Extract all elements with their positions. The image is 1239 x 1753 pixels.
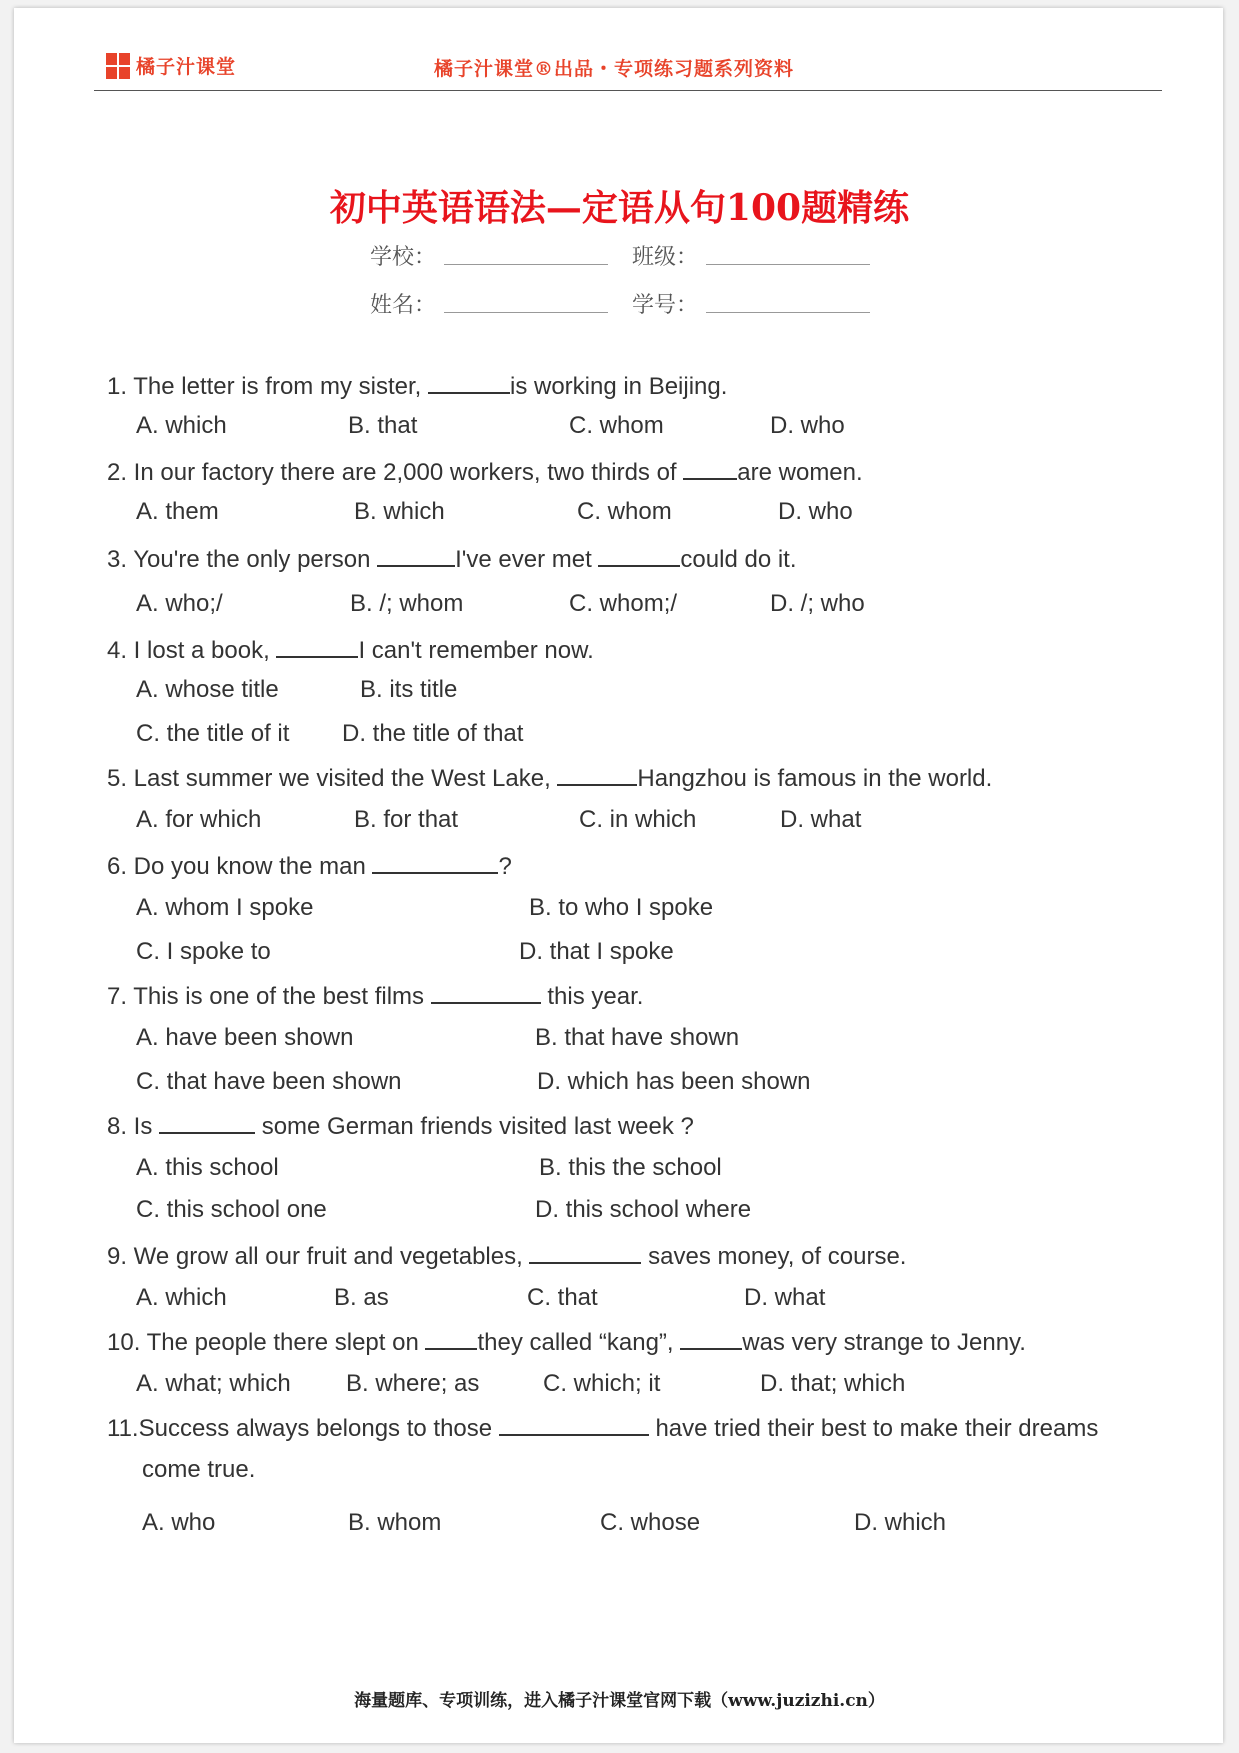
option[interactable]: A. who;/	[136, 590, 223, 617]
option[interactable]: A. whose title	[136, 676, 279, 703]
option[interactable]: D. what	[780, 806, 862, 833]
name-label: 姓名：	[370, 293, 437, 318]
name-input-line[interactable]	[444, 312, 608, 313]
option[interactable]: C. whose	[600, 1509, 701, 1536]
logo-text: 橘子汁课堂	[136, 56, 237, 78]
page-header	[94, 42, 1162, 91]
option[interactable]: D. /; who	[770, 590, 865, 617]
option[interactable]: A. for which	[136, 806, 262, 833]
option[interactable]: C. that	[527, 1284, 598, 1311]
document-title: 初中英语语法—定语从句100题精练	[329, 187, 910, 229]
question-4: 4. I lost a book, I can't remember now.	[107, 634, 594, 665]
option[interactable]: B. for that	[354, 806, 459, 833]
option[interactable]: D. who	[770, 412, 845, 439]
option[interactable]: A. them	[136, 498, 219, 525]
question-1: 1. The letter is from my sister, is working in Beijing.	[107, 370, 727, 401]
question-8: 8. Is some German friends visited last week ?	[107, 1110, 694, 1141]
option[interactable]: A. who	[142, 1509, 216, 1536]
option[interactable]: C. the title of it	[136, 720, 290, 747]
option[interactable]: C. that have been shown	[136, 1068, 402, 1095]
option[interactable]: B. /; whom	[350, 590, 464, 617]
question-3: 3. You're the only person I've ever met could do it.	[107, 543, 797, 574]
option[interactable]: B. that	[348, 412, 418, 439]
option[interactable]: B. this the school	[539, 1154, 722, 1181]
option[interactable]: D. that; which	[760, 1370, 906, 1397]
option[interactable]: C. whom;/	[569, 590, 678, 617]
option[interactable]: A. whom I spoke	[136, 894, 314, 921]
option[interactable]: C. which; it	[543, 1370, 661, 1397]
question-2: 2. In our factory there are 2,000 workers, two thirds of are women.	[107, 456, 863, 487]
student-no-label: 学号：	[632, 293, 699, 318]
question-11-continued: come true.	[142, 1456, 256, 1483]
header-series-text: 橘子汁课堂®出品・专项练习题系列资料	[434, 58, 795, 80]
question-5: 5. Last summer we visited the West Lake, Hangzhou is famous in the world.	[107, 762, 992, 793]
option[interactable]: B. that have shown	[535, 1024, 740, 1051]
class-label: 班级：	[632, 245, 699, 270]
option[interactable]: D. that I spoke	[519, 938, 674, 965]
option[interactable]: B. its title	[360, 676, 458, 703]
option[interactable]: D. this school where	[535, 1196, 752, 1223]
option[interactable]: A. have been shown	[136, 1024, 354, 1051]
question-10: 10. The people there slept on they called “kang”, was very strange to Jenny.	[107, 1326, 1026, 1357]
option[interactable]: C. in which	[579, 806, 697, 833]
option[interactable]: A. what; which	[136, 1370, 291, 1397]
option[interactable]: B. to who I spoke	[529, 894, 714, 921]
option[interactable]: A. which	[136, 412, 227, 439]
option[interactable]: C. this school one	[136, 1196, 327, 1223]
option[interactable]: C. whom	[569, 412, 664, 439]
option[interactable]: D. the title of that	[342, 720, 524, 747]
class-input-line[interactable]	[706, 264, 870, 265]
option[interactable]: C. whom	[577, 498, 672, 525]
question-11: 11.Success always belongs to those have tried their best to make their dreams	[107, 1412, 1098, 1443]
option[interactable]: D. who	[778, 498, 853, 525]
option[interactable]: C. I spoke to	[136, 938, 271, 965]
student-no-input-line[interactable]	[706, 312, 870, 313]
option[interactable]: B. whom	[348, 1509, 442, 1536]
option[interactable]: A. which	[136, 1284, 227, 1311]
logo-icon	[106, 53, 130, 79]
document-page	[14, 8, 1223, 1743]
option[interactable]: D. which has been shown	[537, 1068, 811, 1095]
question-9: 9. We grow all our fruit and vegetables, saves money, of course.	[107, 1240, 906, 1271]
option[interactable]: D. what	[744, 1284, 826, 1311]
option[interactable]: D. which	[854, 1509, 947, 1536]
page-footer: 海量题库、专项训练，进入橘子汁课堂官网下载（www.juzizhi.cn）	[354, 1691, 885, 1711]
brand-logo	[106, 52, 236, 79]
question-7: 7. This is one of the best films this year.	[107, 980, 643, 1011]
option[interactable]: B. which	[354, 498, 445, 525]
option[interactable]: B. where; as	[346, 1370, 480, 1397]
option[interactable]: A. this school	[136, 1154, 279, 1181]
question-6: 6. Do you know the man ?	[107, 850, 512, 881]
option[interactable]: B. as	[334, 1284, 389, 1311]
school-label: 学校：	[370, 245, 437, 270]
school-input-line[interactable]	[444, 264, 608, 265]
